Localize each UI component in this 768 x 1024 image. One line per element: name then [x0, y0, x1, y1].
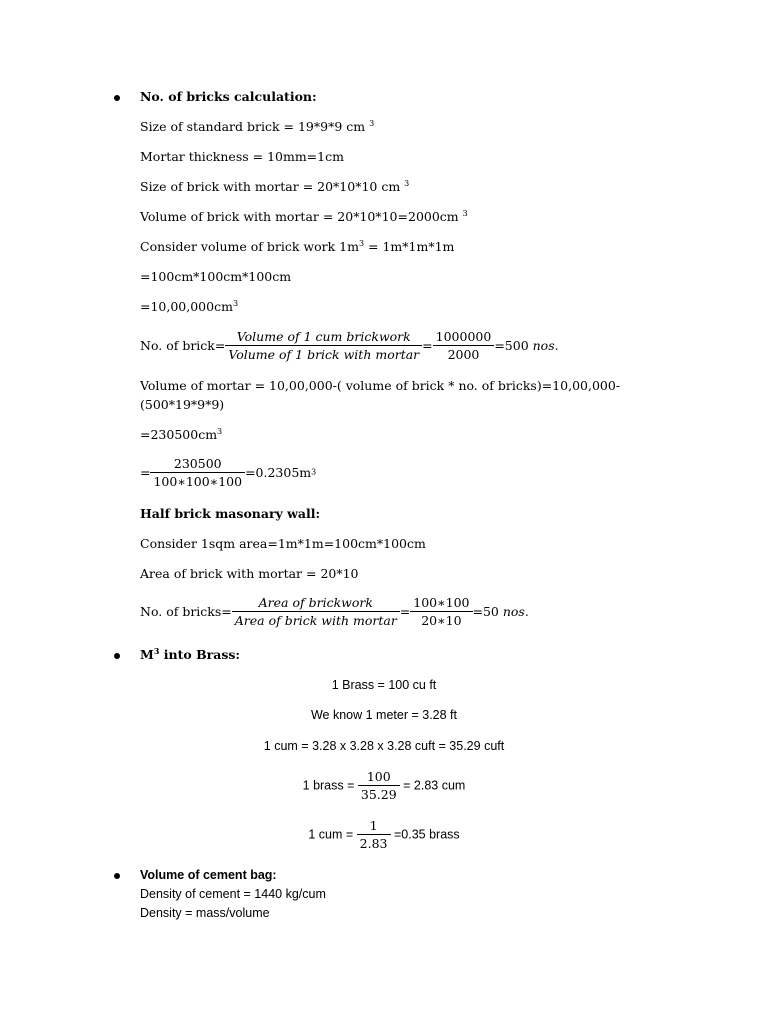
text-line: Density = mass/volume — [140, 906, 270, 920]
text-line: (500*19*9*9) — [140, 397, 225, 412]
equation-brass: 1 brass = $\frac{100}{35.29}$ = 2.83 cum — [302, 769, 466, 802]
text-line: $=230500cm^3$ — [140, 426, 223, 442]
centered-line: 1 cum = 3.28 x 3.28 x 3.28 cuft = 35.29 cuft — [263, 739, 505, 753]
section-heading: Volume of cement bag: — [140, 868, 277, 882]
bullet — [114, 873, 120, 879]
text-line: Consider volume of brick work $1m^3 = 1m*1m*1m$ — [140, 238, 455, 254]
text-line: Area of brick with mortar = 20*10 — [140, 566, 359, 581]
centered-line: 1 Brass = 100 cu ft — [331, 678, 437, 692]
equation-no-of-bricks: No. of bricks= $\frac{\text{Area of brickwork}}{\text{Area of brick with mortar}}$ = $\frac{100∗100}{20∗10}$ =50 nos. — [140, 595, 529, 628]
section-heading: No. of bricks calculation: — [140, 89, 317, 104]
text-line: Volume of mortar = 10,00,000-( volume of brick * no. of bricks)=10,00,000- — [140, 378, 621, 393]
bullet — [114, 653, 120, 659]
bullet — [114, 95, 120, 101]
text-line: Mortar thickness = 10mm=1cm — [140, 149, 344, 164]
section-heading: $M^3$ into Brass: — [140, 645, 241, 662]
text-line: Size of standard brick = 19*9*9 cm $^3$ — [140, 118, 375, 134]
text-line: Consider 1sqm area=1m*1m=100cm*100cm — [140, 536, 426, 551]
equation-cum: 1 cum = $\frac{1}{2.83}$ =0.35 brass — [308, 818, 460, 851]
equation-no-of-brick: No. of brick= $\frac{\text{Volume of 1 cum brickwork}}{\text{Volume of 1 brick with mortar}}$ = $\frac{1000000}{2000}$ =500 nos. — [140, 329, 559, 362]
text-line: Size of brick with mortar = 20*10*10 cm $^3$ — [140, 178, 410, 194]
text-line: Density of cement = 1440 kg/cum — [140, 887, 326, 901]
text-line: =100cm*100cm*100cm — [140, 269, 292, 284]
equation-mortar-volume: = $\frac{230500}{100∗100∗100}$ =0.2305m3 — [140, 456, 317, 489]
text-line: Volume of brick with mortar = 20*10*10=2000cm $^3$ — [140, 208, 468, 224]
subsection-heading: Half brick masonary wall: — [140, 506, 321, 521]
text-line: $=10,00,000cm^3$ — [140, 298, 239, 314]
centered-line: We know 1 meter = 3.28 ft — [310, 708, 458, 722]
